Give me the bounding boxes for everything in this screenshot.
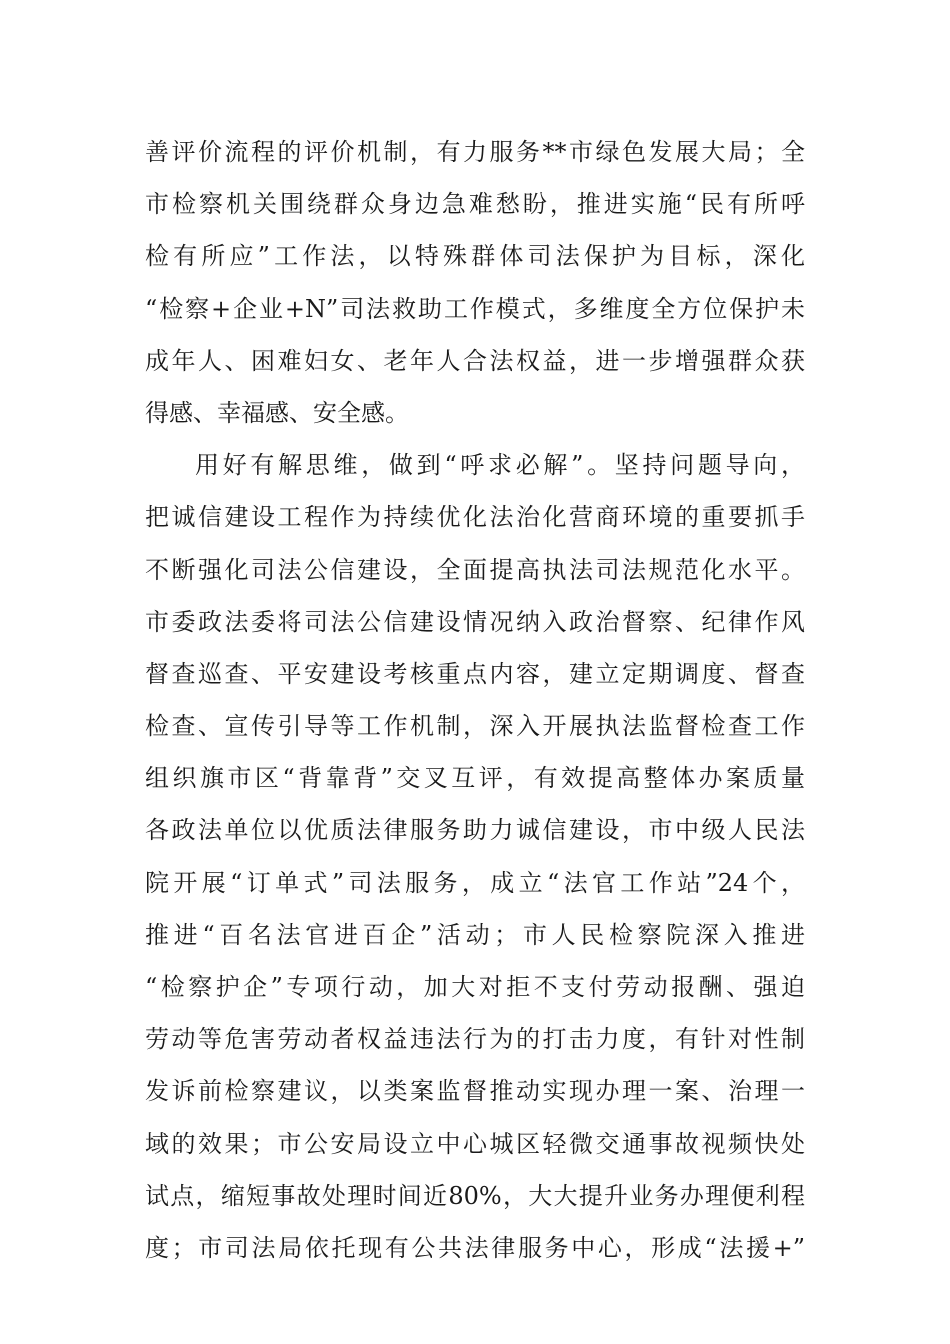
text-line: 市检察机关围绕群众身边急难愁盼，推进实施“民有所呼 (145, 190, 805, 219)
text-line: 各政法单位以优质法律服务助力诚信建设，市中级人民法 (145, 816, 805, 845)
text-line: 督查巡查、平安建设考核重点内容，建立定期调度、督查 (145, 659, 805, 688)
text-line: 把诚信建设工程作为持续优化法治化营商环境的重要抓手 (145, 503, 805, 532)
text-line: 组织旗市区“背靠背”交叉互评，有效提高整体办案质量 (145, 764, 805, 793)
text-line: 度；市司法局依托现有公共法律服务中心，形成“法援+” (145, 1233, 805, 1262)
text-line: 善评价流程的评价机制，有力服务**市绿色发展大局；全 (145, 138, 805, 166)
text-line: “检察+企业+N”司法救助工作模式，多维度全方位保护未 (145, 294, 805, 323)
text-line: 试点，缩短事故处理时间近80%，大大提升业务办理便利程 (145, 1181, 805, 1210)
text-line: 发诉前检察建议，以类案监督推动实现办理一案、治理一 (145, 1077, 805, 1106)
text-line: 推进“百名法官进百企”活动；市人民检察院深入推进 (145, 920, 805, 949)
text-line: 得感、幸福感、安全感。 (145, 398, 409, 427)
text-line: 域的效果；市公安局设立中心城区轻微交通事故视频快处 (145, 1129, 805, 1158)
text-line: 不断强化司法公信建设，全面提高执法司法规范化水平。 (145, 555, 805, 584)
text-line: 市委政法委将司法公信建设情况纳入政治督察、纪律作风 (145, 607, 805, 636)
text-line: 成年人、困难妇女、老年人合法权益，进一步增强群众获 (145, 346, 805, 375)
text-line: “检察护企”专项行动，加大对拒不支付劳动报酬、强迫 (145, 973, 805, 1001)
text-line: 劳动等危害劳动者权益违法行为的打击力度，有针对性制 (145, 1025, 805, 1054)
body-text (145, 130, 805, 1278)
text-line: 院开展“订单式”司法服务，成立“法官工作站”24个， (145, 868, 805, 897)
text-line: 检有所应”工作法，以特殊群体司法保护为目标，深化 (145, 242, 805, 271)
text-line: 检查、宣传引导等工作机制，深入开展执法监督检查工作 (145, 712, 805, 741)
paragraph-first-line: 用好有解思维，做到“呼求必解”。坚持问题导向， (195, 451, 805, 480)
